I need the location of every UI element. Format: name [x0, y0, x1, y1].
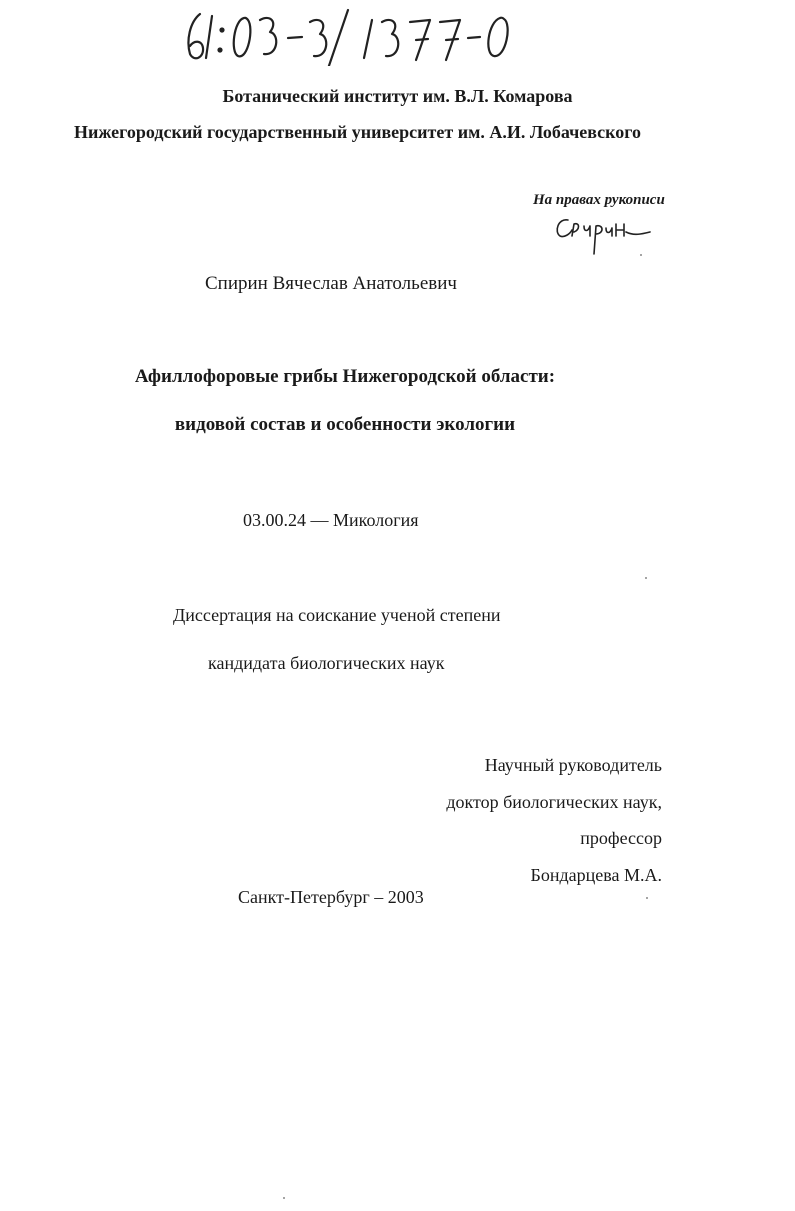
- supervisor-name: Бондарцева М.А.: [530, 864, 662, 885]
- scan-speck: [645, 577, 647, 579]
- dissertation-title-line-1: Афиллофоровые грибы Нижегородской области:: [134, 366, 556, 387]
- specialty-code: 03.00.24 — Микология: [243, 510, 419, 530]
- supervisor-block: [446, 747, 662, 893]
- supervisor-role: Научный руководитель: [484, 755, 662, 775]
- author-signature: [550, 210, 670, 260]
- scan-speck: [640, 254, 642, 256]
- institution-botanical: Ботанический институт им. В.Л. Комарова: [222, 86, 573, 106]
- signature-image: [550, 210, 670, 260]
- author-name: Спирин Вячеслав Анатольевич: [205, 273, 457, 294]
- degree-line-2: кандидата биологических наук: [208, 653, 445, 673]
- institution-university: Нижегородский государственный университет им. А.И. Лобачевского: [73, 122, 642, 142]
- supervisor-title: профессор: [580, 828, 662, 848]
- scan-speck: [646, 897, 648, 899]
- city-year: Санкт-Петербург – 2003: [238, 887, 424, 907]
- archive-code-image: [178, 6, 528, 66]
- supervisor-degree: доктор биологических наук,: [446, 791, 662, 812]
- dissertation-title-line-2: видовой состав и особенности экологии: [174, 414, 516, 435]
- degree-line-1: Диссертация на соискание ученой степени: [173, 605, 501, 625]
- rights-note: На правах рукописи: [533, 192, 665, 208]
- archive-code-handwritten: [178, 6, 528, 66]
- scan-speck: [283, 1197, 285, 1199]
